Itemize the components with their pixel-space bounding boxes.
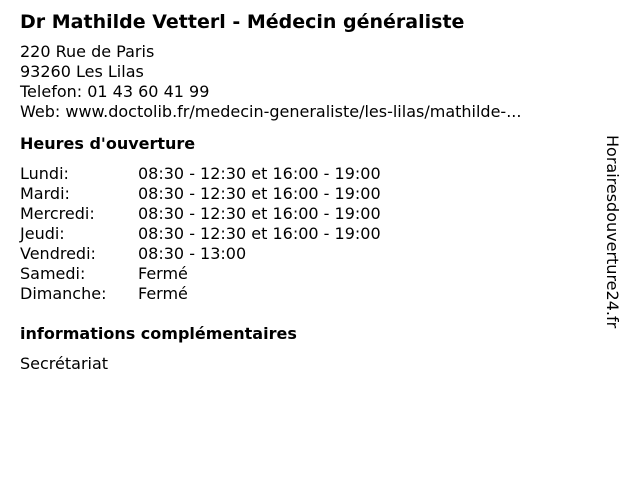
listing-card xyxy=(20,8,600,374)
hours-row-sunday xyxy=(20,284,600,304)
day-hours: Fermé xyxy=(138,284,188,303)
day-label: Mercredi: xyxy=(20,204,95,223)
day-label: Dimanche: xyxy=(20,284,107,303)
address-block xyxy=(20,42,600,122)
hours-heading: Heures d'ouverture xyxy=(20,134,196,153)
day-hours: 08:30 - 12:30 et 16:00 - 19:00 xyxy=(138,204,381,223)
day-label: Jeudi: xyxy=(20,224,65,243)
page-title: Dr Mathilde Vetterl - Médecin généraliste xyxy=(20,11,465,33)
info-heading: informations complémentaires xyxy=(20,324,297,343)
day-hours: 08:30 - 12:30 et 16:00 - 19:00 xyxy=(138,184,381,203)
day-label: Samedi: xyxy=(20,264,86,283)
city-address: 93260 Les Lilas xyxy=(20,62,144,81)
hours-row-saturday xyxy=(20,264,600,284)
hours-row-friday xyxy=(20,244,600,264)
phone-number: Telefon: 01 43 60 41 99 xyxy=(20,82,210,101)
hours-row-thursday xyxy=(20,224,600,244)
day-hours: 08:30 - 12:30 et 16:00 - 19:00 xyxy=(138,164,381,183)
day-hours: 08:30 - 13:00 xyxy=(138,244,247,263)
hours-row-monday xyxy=(20,164,600,184)
info-text: Secrétariat xyxy=(20,354,109,373)
hours-table xyxy=(20,164,600,304)
day-label: Vendredi: xyxy=(20,244,96,263)
site-watermark-label: Horairesdouverture24.fr xyxy=(603,135,622,329)
day-label: Mardi: xyxy=(20,184,70,203)
day-label: Lundi: xyxy=(20,164,69,183)
website-link[interactable]: Web: www.doctolib.fr/medecin-generaliste/les-lilas/mathilde-... xyxy=(20,102,522,121)
hours-row-wednesday xyxy=(20,204,600,224)
hours-row-tuesday xyxy=(20,184,600,204)
street-address: 220 Rue de Paris xyxy=(20,42,155,61)
day-hours: Fermé xyxy=(138,264,188,283)
day-hours: 08:30 - 12:30 et 16:00 - 19:00 xyxy=(138,224,381,243)
